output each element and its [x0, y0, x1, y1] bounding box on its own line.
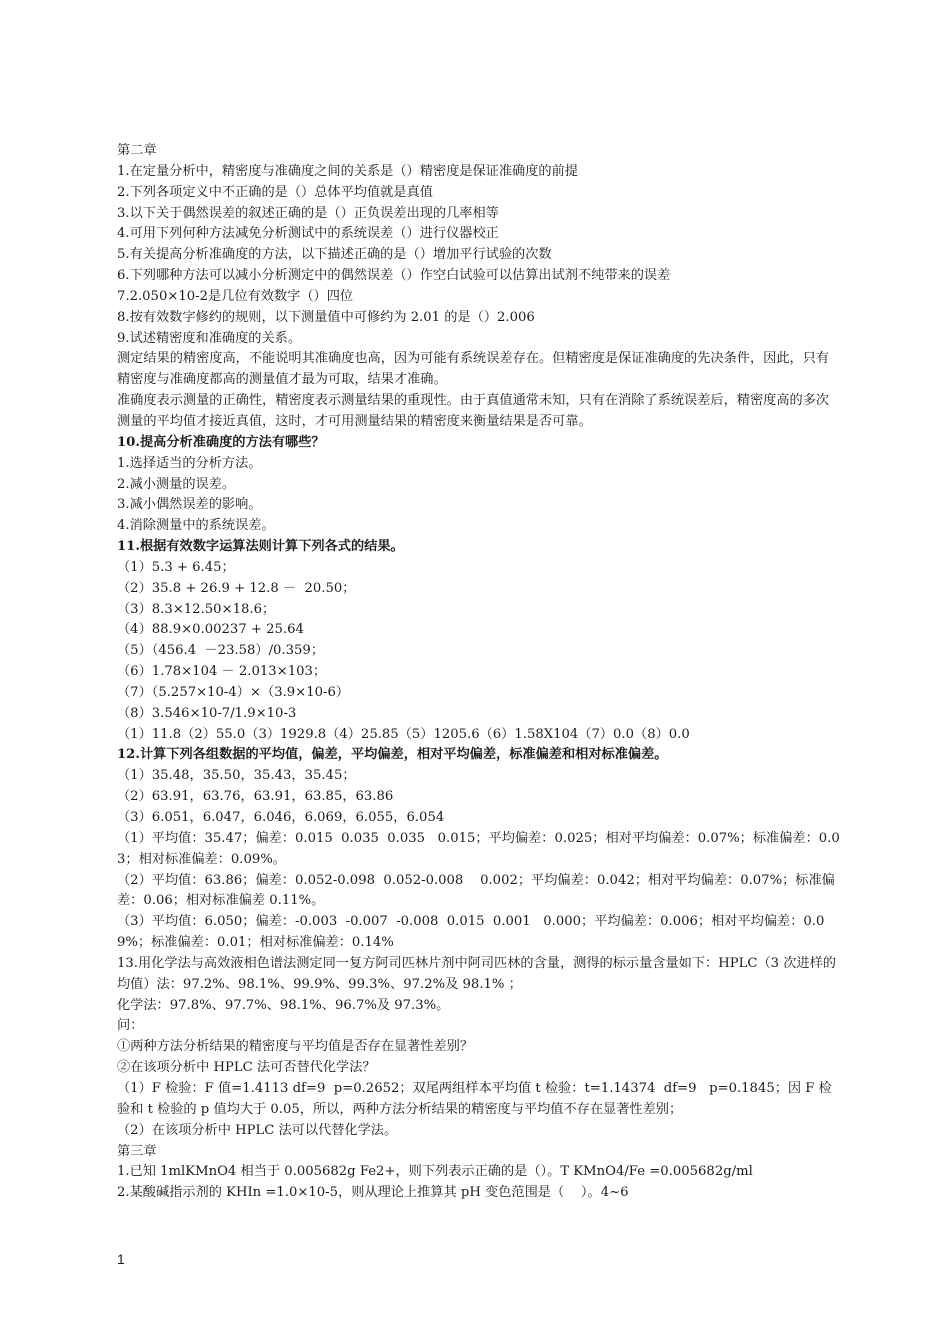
question-11: 11.根据有效数字运算法则计算下列各式的结果。 [117, 539, 404, 555]
expression-4: （4）88.9×0.00237 + 25.64 [117, 622, 304, 638]
answer-11: （1）11.8（2）55.0（3）1929.8（4）25.85（5）1205.6（6）1.58X104（7）0.0（8）0.0 [117, 726, 690, 742]
question-3: 3.以下关于偶然误差的叙述正确的是（）正负误差出现的几率相等 [117, 205, 499, 221]
question-10: 10.提高分析准确度的方法有哪些？ [117, 434, 325, 450]
expression-5: （5）（456.4 －23.58）/0.359； [117, 643, 325, 659]
dataset-1: （1）35.48，35.50，35.43，35.45； [117, 768, 356, 784]
chapter3-question-1: 1.已知 1mlKMnO4 相当于 0.005682g Fe2+，则下列表示正确的是（）。T KMnO4/Fe =0.005682g/ml [117, 1164, 753, 1180]
document-body [117, 141, 842, 1204]
expression-6: （6）1.78×104 － 2.013×103； [117, 664, 327, 680]
question-5: 5.有关提高分析准确度的方法，以下描述正确的是（）增加平行试验的次数 [117, 247, 552, 263]
question-7: 7.2.050×10-2是几位有效数字（）四位 [117, 288, 354, 304]
answer-10-item-2: 2.减小测量的误差。 [117, 476, 236, 492]
question-6: 6.下列哪种方法可以减小分析测定中的偶然误差（）作空白试验可以估算出试剂不纯带来的误差 [117, 268, 671, 284]
question-13: 13.用化学法与高效液相色谱法测定同一复方阿司匹林片剂中阿司匹林的含量，测得的标示量含量如下：HPLC（3 次进样的均值）法：97.2%、98.1%、99.9%、99.3%、97.2%及 98.1% ； [117, 955, 836, 992]
question-4: 4.可用下列何种方法减免分析测试中的系统误差（）进行仪器校正 [117, 226, 499, 242]
expression-2: （2）35.8 + 26.9 + 12.8 － 20.50； [117, 580, 356, 596]
question-2: 2.下列各项定义中不正确的是（）总体平均值就是真值 [117, 184, 433, 200]
answer-13-part-1: （1）F 检验：F 值=1.4113 df=9 p=0.2652；双尾两组样本平均值 t 检验：t=1.14374 df=9 p=0.1845；因 F 检验和 t 检验的 p 值均大于 0.05，所以，两种方法分析结果的精密度与平均值不存在显著性差别； [117, 1080, 832, 1117]
chapter3-question-2: 2.某酸碱指示剂的 KHIn =1.0×10-5，则从理论上推算其 pH 变色范围是（ ）。4~6 [117, 1185, 629, 1201]
answer-12-set-1: （1）平均值：35.47；偏差：0.015 0.035 0.035 0.015；平均偏差：0.025；相对平均偏差：0.07%；标准偏差：0.03；相对标准偏差：0.09%。 [117, 830, 840, 867]
question-13-part-2: ②在该项分析中 HPLC 法可否替代化学法？ [117, 1060, 376, 1076]
expression-3: （3）8.3×12.50×18.6； [117, 601, 276, 617]
dataset-2: （2）63.91，63.76，63.91，63.85，63.86 [117, 789, 394, 805]
answer-13-part-2: （2）在该项分析中 HPLC 法可以代替化学法。 [117, 1122, 398, 1138]
question-13-chem-data: 化学法：97.8%、97.7%、98.1%、96.7%及 97.3%。 [117, 997, 450, 1013]
answer-10-item-4: 4.消除测量中的系统误差。 [117, 518, 275, 534]
question-13-ask: 问： [117, 1018, 144, 1034]
question-12: 12.计算下列各组数据的平均值，偏差，平均偏差，相对平均偏差，标准偏差和相对标准偏差。 [117, 747, 668, 763]
expression-8: （8）3.546×10-7/1.9×10-3 [117, 705, 297, 721]
question-8: 8.按有效数字修约的规则，以下测量值中可修约为 2.01 的是（）2.006 [117, 309, 535, 325]
answer-9-paragraph-2: 准确度表示测量的正确性，精密度表示测量结果的重现性。由于真值通常未知，只有在消除了系统误差后，精密度高的多次测量的平均值才接近真值，这时，才可用测量结果的精密度来衡量结果是否可靠。 [117, 393, 830, 429]
expression-1: （1）5.3 + 6.45； [117, 559, 235, 575]
answer-10-item-3: 3.减小偶然误差的影响。 [117, 497, 262, 513]
answer-12-set-2: （2）平均值：63.86；偏差：0.052-0.098 0.052-0.008 0.002；平均偏差：0.042；相对平均偏差：0.07%；标准偏差：0.06；相对标准偏差 0.11%。 [117, 872, 835, 909]
chapter-heading-3: 第三章 [117, 1143, 157, 1159]
question-9: 9.试述精密度和准确度的关系。 [117, 330, 302, 346]
expression-7: （7）（5.257×10-4）×（3.9×10-6） [117, 684, 350, 700]
question-1: 1.在定量分析中，精密度与准确度之间的关系是（）精密度是保证准确度的前提 [117, 163, 578, 179]
answer-9-paragraph-1: 测定结果的精密度高，不能说明其准确度也高，因为可能有系统误差存在。但精密度是保证准确度的先决条件，因此，只有精密度与准确度都高的测量值才最为可取，结果才准确。 [117, 351, 830, 388]
question-13-part-1: ①两种方法分析结果的精密度与平均值是否存在显著性差别？ [117, 1039, 474, 1055]
answer-12-set-3: （3）平均值：6.050；偏差：-0.003 -0.007 -0.008 0.015 0.001 0.000；平均偏差：0.006；相对平均偏差：0.09%；标准偏差：0.01；相对标准偏差：0.14% [117, 914, 825, 951]
chapter-heading-2: 第二章 [117, 143, 157, 158]
dataset-3: （3）6.051，6.047，6.046，6.069，6.055，6.054 [117, 810, 445, 825]
answer-10-item-1: 1.选择适当的分析方法。 [117, 455, 262, 471]
page-number: 1 [117, 1251, 125, 1267]
